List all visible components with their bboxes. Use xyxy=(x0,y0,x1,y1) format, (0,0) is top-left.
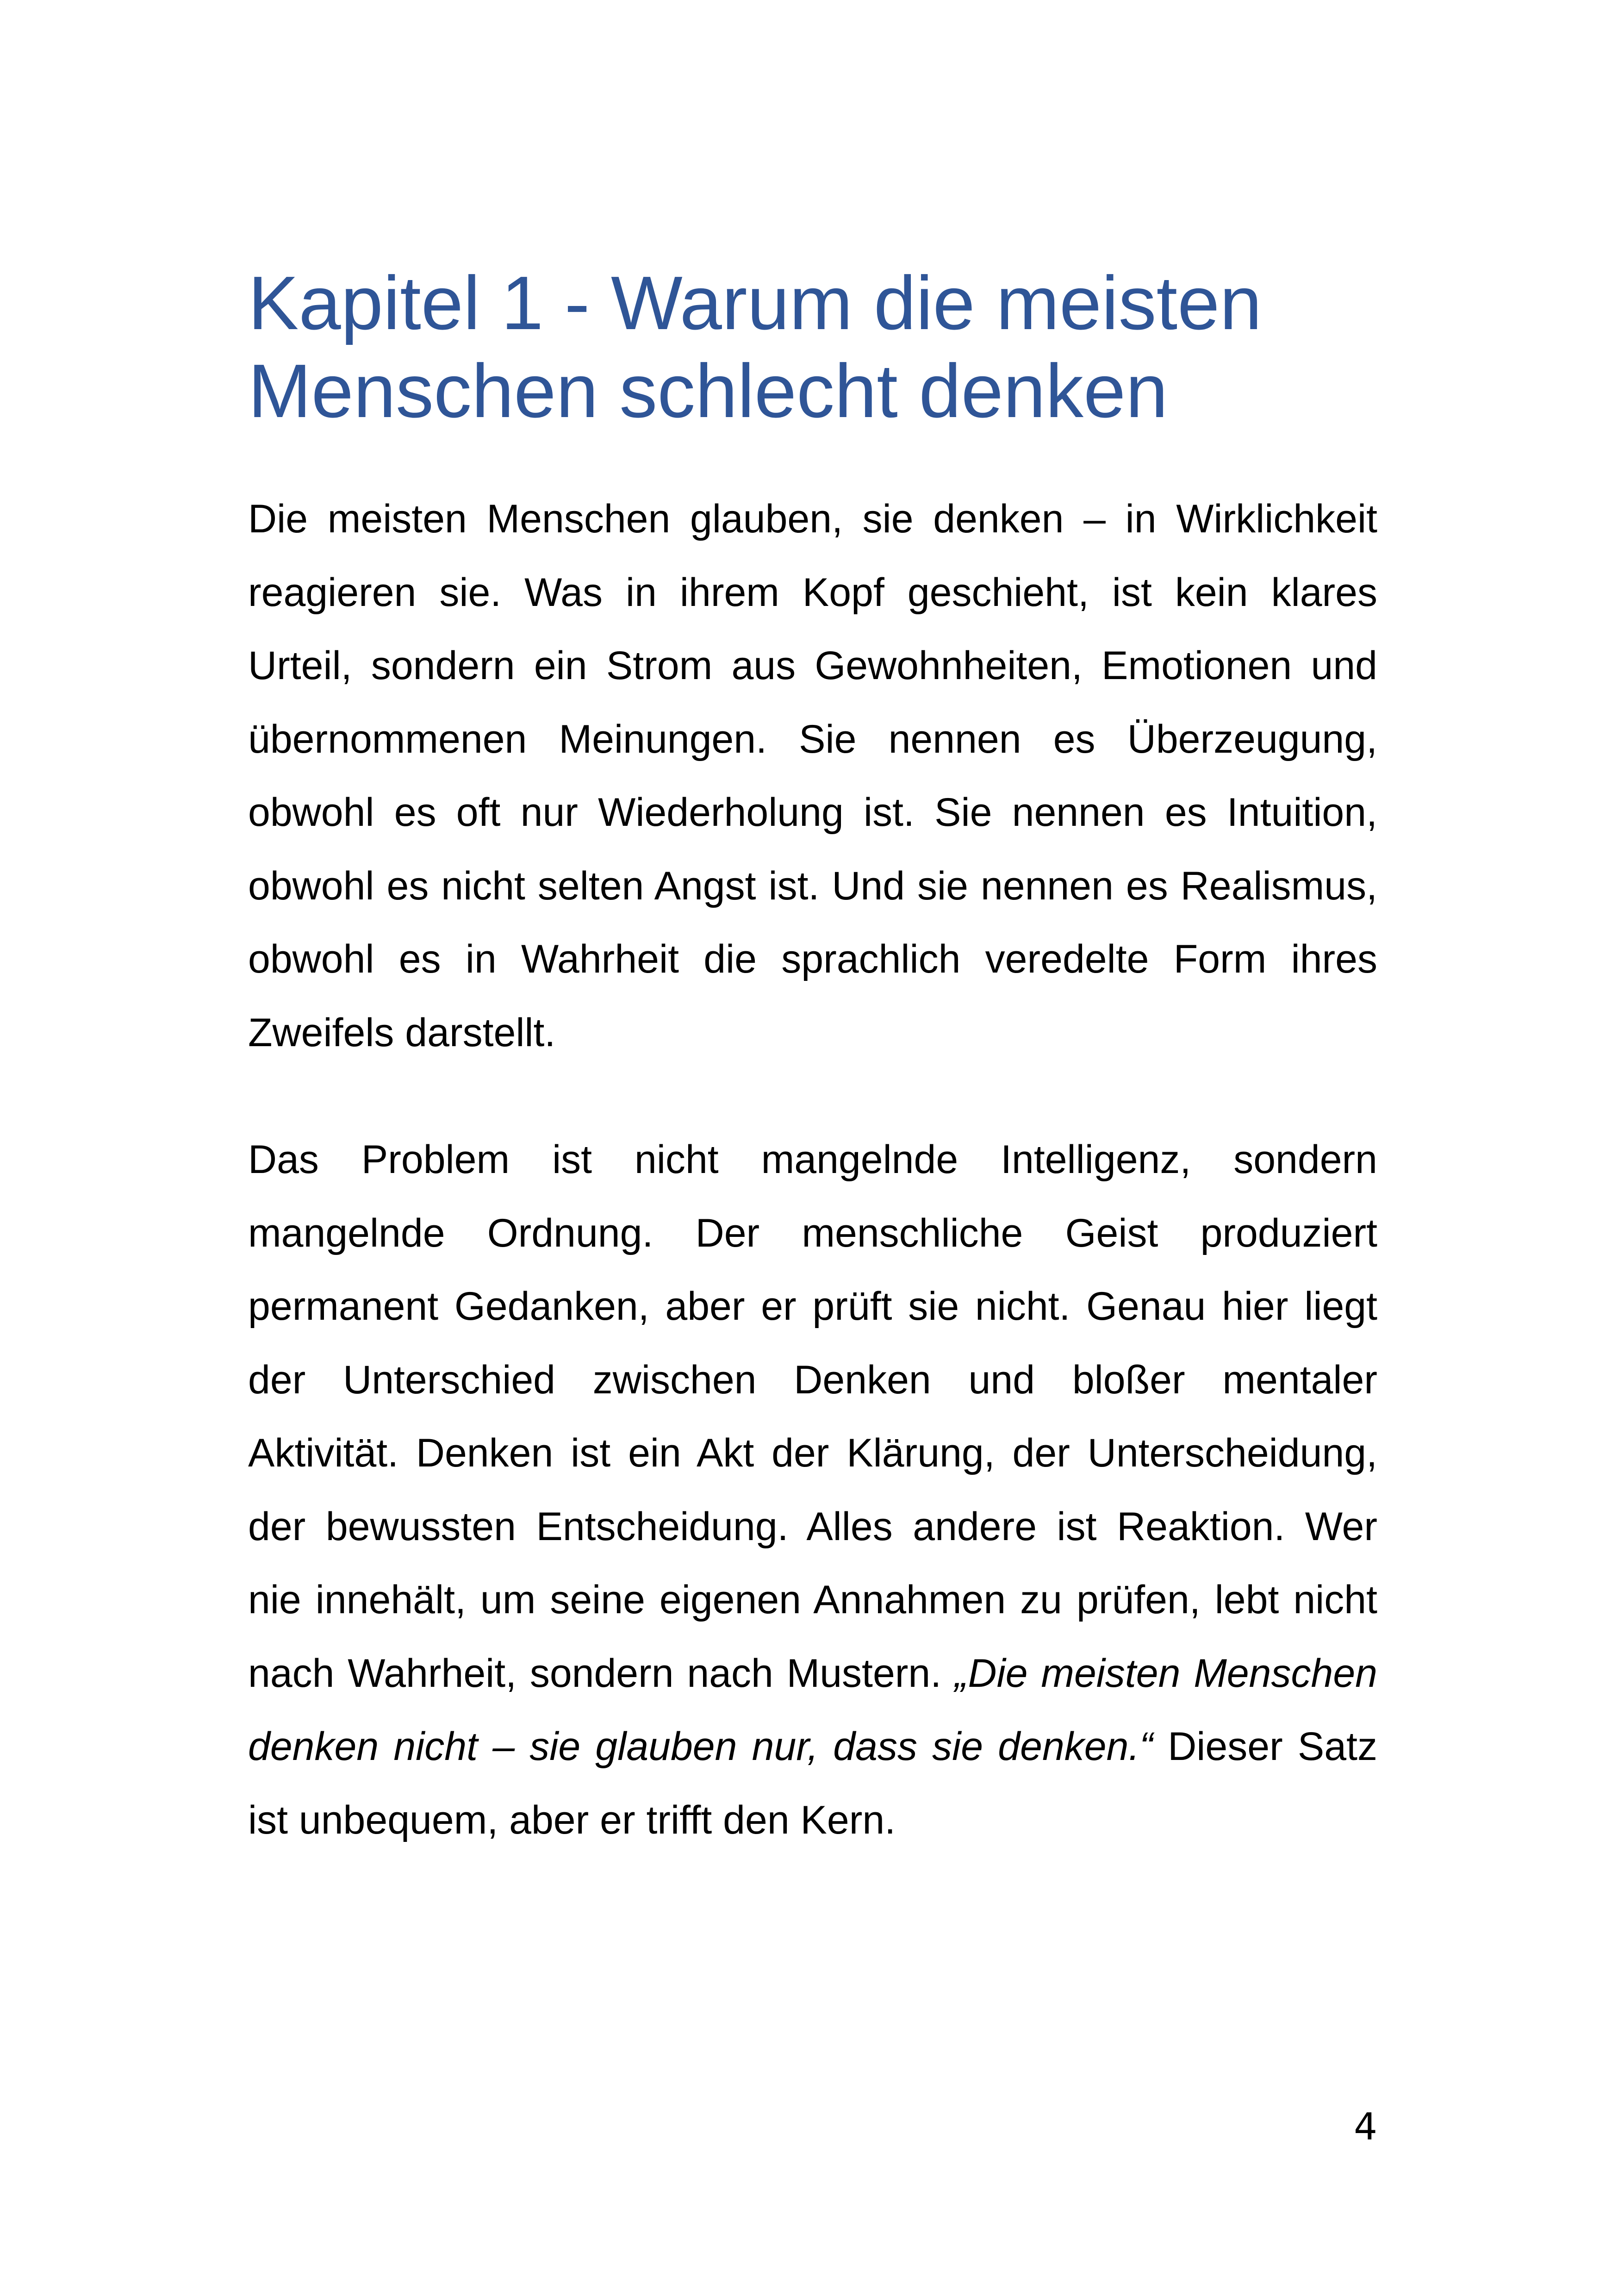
paragraph-2-quote: „Die meisten Menschen denken nicht – sie glauben nur, dass sie denken.“ xyxy=(248,1651,1377,1769)
chapter-title: Kapitel 1 - Warum die meisten Menschen schlecht denken xyxy=(248,261,1262,433)
page-number: 4 xyxy=(1354,2105,1377,2148)
paragraph-1: Die meisten Menschen glauben, sie denken – in Wirklichkeit reagieren sie. Was in ihrem Kopf geschieht, ist kein klares Urteil, sondern ein Strom aus Gewohnheiten, Emotionen und übernommenen Meinungen. Sie nennen es Überzeugung, obwohl es oft nur Wiederholung ist. Sie nennen es Intuition, obwohl es nicht selten Angst ist. Und sie nennen es Realismus, obwohl es in Wahrheit die sprachlich veredelte Form ihres Zweifels darstellt. xyxy=(248,497,1377,1055)
paragraph-2-text-after-quote: Dieser Satz ist unbequem, aber er trifft den Kern. xyxy=(248,1724,1377,1842)
paragraph-2 xyxy=(248,1123,1377,1857)
paragraph-2-text-before-quote: Das Problem ist nicht mangelnde Intelligenz, sondern mangelnde Ordnung. Der menschliche Geist produziert permanent Gedanken, aber er prüft sie nicht. Genau hier liegt der Unterschied zwischen Denken und bloßer mentaler Aktivität. Denken ist ein Akt der Klärung, der Unterscheidung, der bewussten Entscheidung. Alles andere ist Reaktion. Wer nie innehält, um seine eigenen Annahmen zu prüfen, lebt nicht nach Wahrheit, sondern nach Mustern. xyxy=(248,1137,1377,1696)
